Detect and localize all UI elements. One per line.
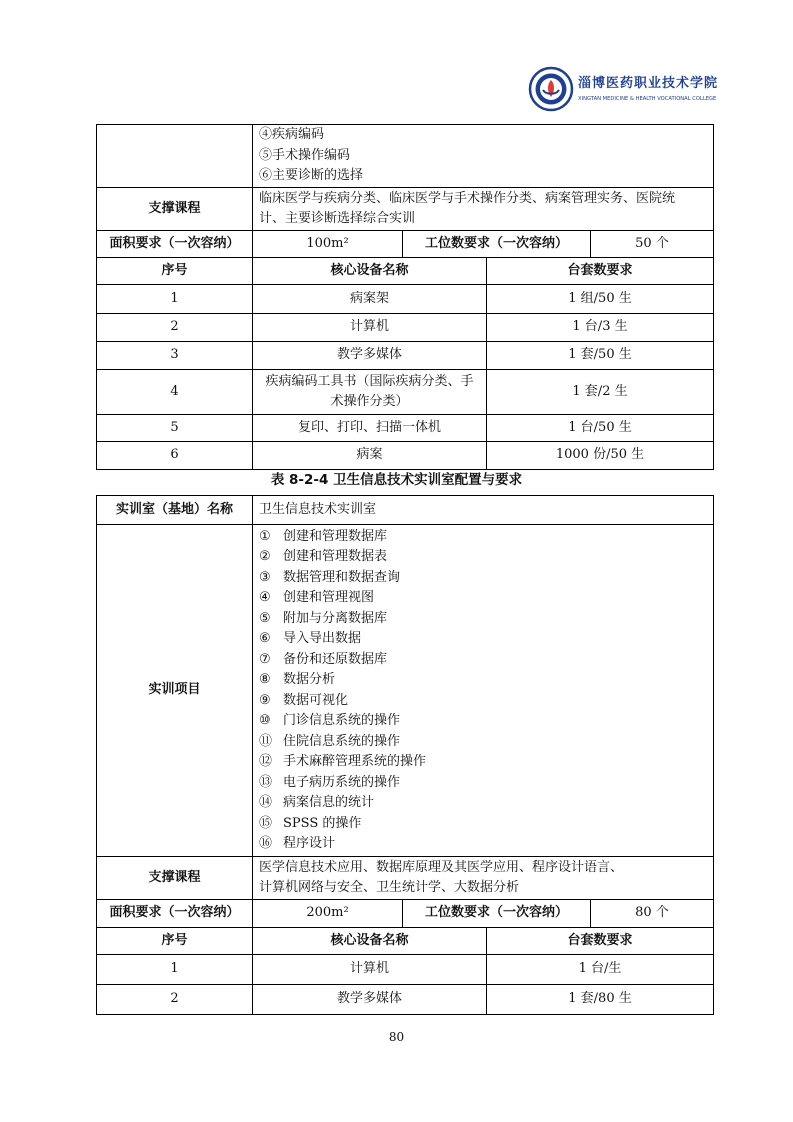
table-row: 2 计算机 1 台/3 生 (97, 314, 714, 342)
school-emblem-icon (528, 66, 574, 112)
training-projects-continued: ④疾病编码 ⑤手术操作编码 ⑥主要诊断的选择 (253, 125, 714, 188)
list-item: ① 创建和管理数据库 (259, 528, 388, 544)
room-name-label: 实训室（基地）名称 (97, 496, 253, 525)
col-header-equipment: 核心设备名称 (253, 258, 487, 285)
list-item: ③ 数据管理和数据查询 (259, 569, 401, 585)
area-value: 100m² (253, 231, 403, 258)
school-name-english: XINGTAN MEDICINE & HEALTH VOCATIONAL COLLEGE (578, 96, 717, 102)
list-item: ⑥ 导入导出数据 (259, 631, 362, 646)
table-row: 6 病案 1000 份/50 生 (97, 442, 714, 470)
support-course-value: 临床医学与疾病分类、临床医学与手术操作分类、病案管理实务、医院统 计、主要诊断选择综合实训 (253, 188, 714, 231)
list-item: ⑨ 数据可视化 (259, 692, 349, 708)
list-item: ② 创建和管理数据表 (259, 549, 388, 564)
station-value: 50 个 (591, 231, 714, 258)
station-label: 工位数要求（一次容纳） (403, 900, 591, 928)
col-header-seq: 序号 (97, 928, 253, 955)
table-row: 5 复印、打印、扫描一体机 1 台/50 生 (97, 415, 714, 442)
training-project-list (253, 525, 714, 857)
support-course-label: 支撑课程 (97, 188, 253, 231)
table-row: 2 教学多媒体 1 套/80 生 (97, 985, 714, 1015)
col-header-quantity: 台套数要求 (487, 928, 714, 955)
table-row: 1 计算机 1 台/生 (97, 955, 714, 985)
room-name-value: 卫生信息技术实训室 (253, 496, 714, 525)
table-caption: 表 8-2-4 卫生信息技术实训室配置与要求 (270, 472, 523, 488)
school-name: 淄博医药职业技术学院 (578, 76, 719, 91)
table-row: 3 教学多媒体 1 套/50 生 (97, 342, 714, 370)
list-item: ⑦ 备份和还原数据库 (259, 651, 388, 667)
list-item: ⑤ 附加与分离数据库 (259, 610, 388, 626)
list-item: ⑮ SPSS 的操作 (259, 815, 362, 831)
list-item: ⑩ 门诊信息系统的操作 (259, 713, 401, 728)
training-room-table-1 (96, 124, 714, 470)
training-project-label: 实训项目 (97, 525, 253, 857)
list-item: ⑫ 手术麻醉管理系统的操作 (259, 754, 427, 769)
support-course-value: 医学信息技术应用、数据库原理及其医学应用、程序设计语言、 计算机网络与安全、卫生统计学、大数据分析 (253, 857, 714, 900)
area-label: 面积要求（一次容纳） (97, 900, 253, 928)
station-label: 工位数要求（一次容纳） (403, 231, 591, 258)
col-header-seq: 序号 (97, 258, 253, 285)
col-header-quantity: 台套数要求 (487, 258, 714, 285)
list-item: ⑯ 程序设计 (259, 836, 336, 851)
table-row: 4 疾病编码工具书（国际疾病分类、手 术操作分类） 1 套/2 生 (97, 370, 714, 415)
page-number: 80 (388, 1030, 405, 1044)
table-row: 1 病案架 1 组/50 生 (97, 285, 714, 314)
area-value: 200m² (253, 900, 403, 928)
col-header-equipment: 核心设备名称 (253, 928, 487, 955)
list-item: ⑪ 住院信息系统的操作 (259, 733, 401, 749)
list-item: ⑧ 数据分析 (259, 672, 336, 687)
school-logo (528, 66, 718, 112)
list-item: ④ 创建和管理视图 (259, 590, 375, 605)
list-item: ⑭ 病案信息的统计 (259, 795, 375, 810)
station-value: 80 个 (591, 900, 714, 928)
training-room-table-2 (96, 495, 714, 1015)
support-course-label: 支撑课程 (97, 857, 253, 900)
list-item: ⑬ 电子病历系统的操作 (259, 774, 401, 790)
area-label: 面积要求（一次容纳） (97, 231, 253, 258)
